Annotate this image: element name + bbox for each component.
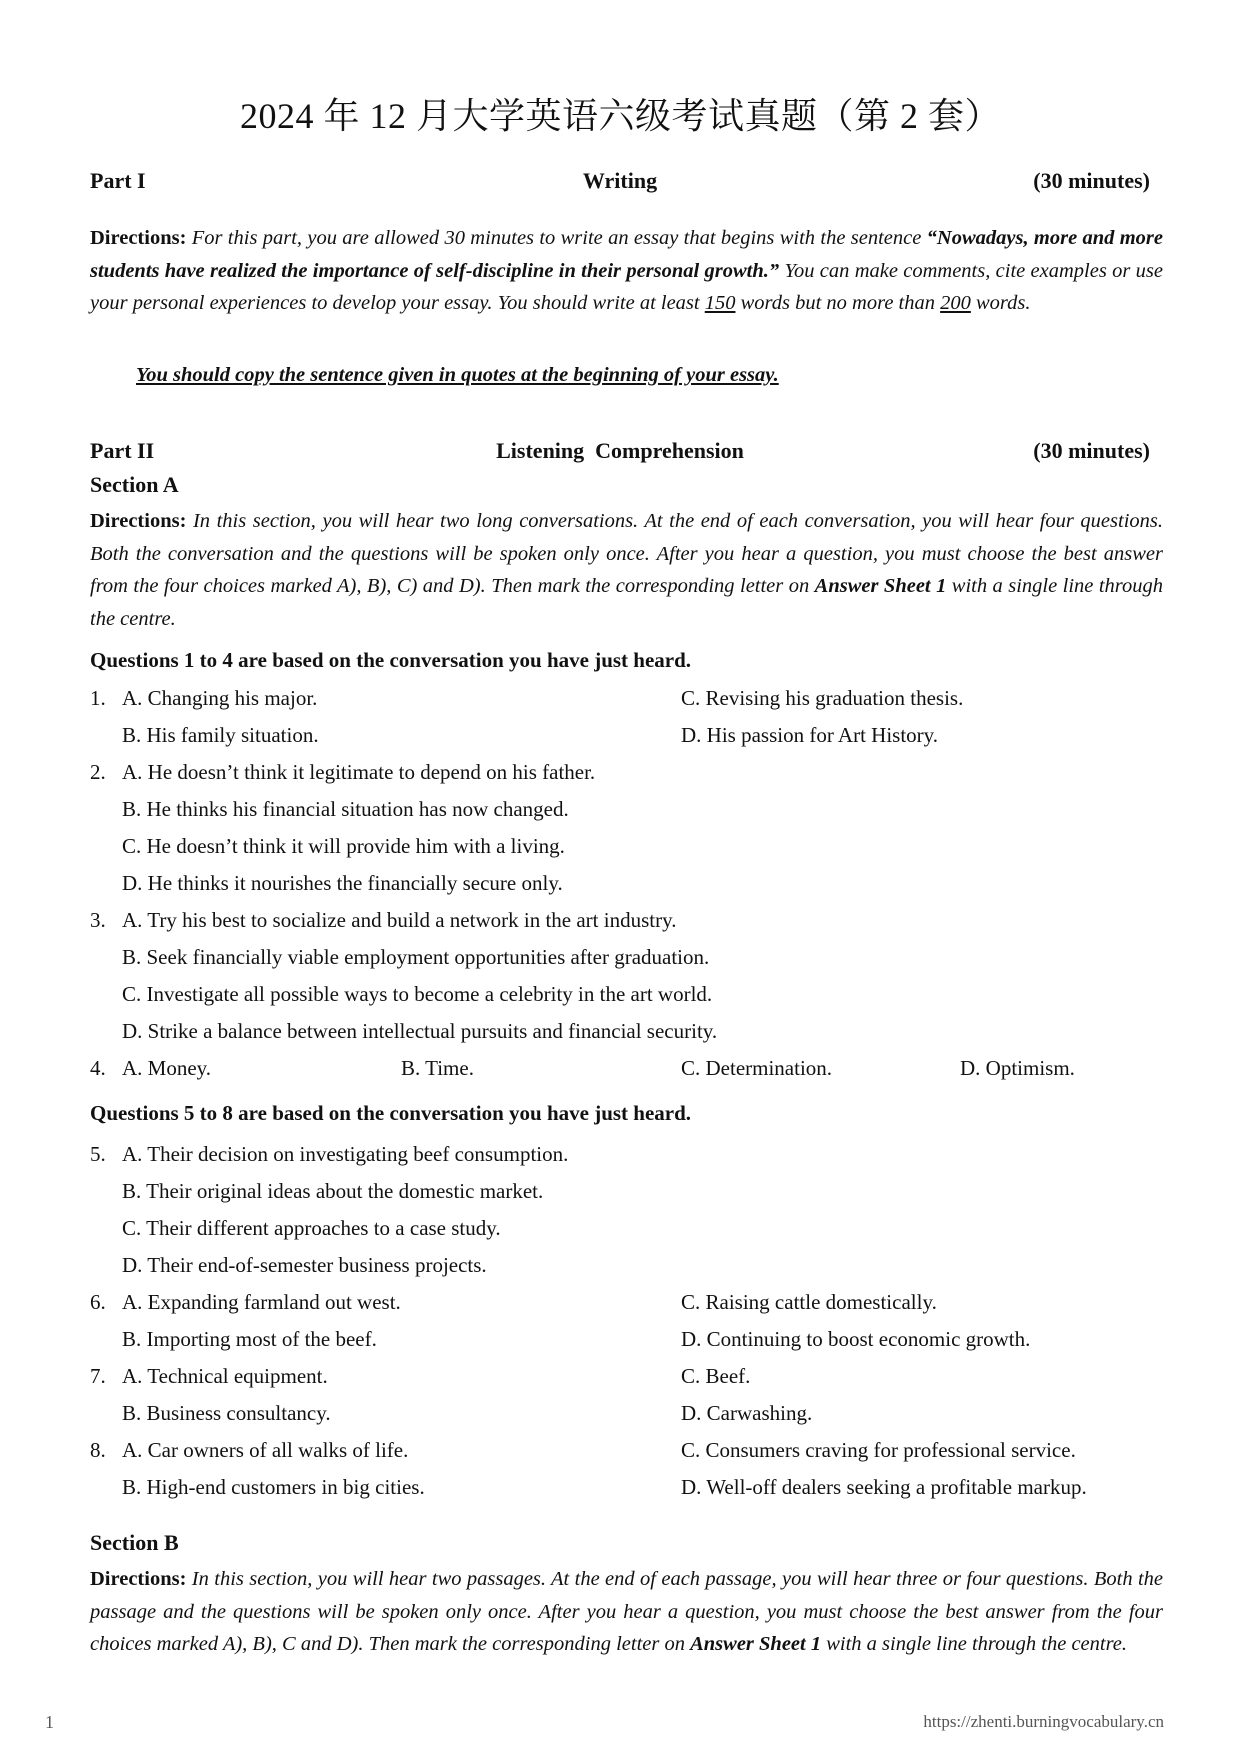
part1-time: (30 minutes) — [1033, 168, 1150, 193]
answer-sheet-ref: Answer Sheet 1 — [814, 575, 947, 598]
option-d: D. He thinks it nourishes the financially secure only. — [122, 871, 563, 895]
option-b: B. Time. — [401, 1056, 474, 1080]
option-c: C. Beef. — [681, 1364, 751, 1388]
directions-label: Directions: — [90, 1568, 187, 1590]
copy-sentence-note: You should copy the sentence given in quotes at the beginning of your essay. — [136, 364, 779, 386]
directions-text: with a single line through the centre. — [826, 1633, 1128, 1656]
question-number: 1. — [90, 686, 106, 710]
option-d: D. Strike a balance between intellectual pursuits and financial security. — [122, 1019, 718, 1043]
part1-header — [90, 168, 1150, 198]
part1-name: Writing — [582, 168, 658, 193]
section-b-directions — [90, 1563, 1163, 1661]
directions-text: You can make comments, cite examples or use your personal experiences to develop your essay. You should write at least — [90, 259, 1163, 315]
option-b: B. Seek financially viable employment opportunities after graduation. — [122, 945, 710, 969]
option-b: B. Importing most of the beef. — [122, 1327, 377, 1351]
option-a: A. Changing his major. — [122, 686, 318, 710]
option-c: C. Their different approaches to a case study. — [122, 1216, 501, 1240]
part1-label: Part I — [90, 168, 146, 193]
option-b: B. Business consultancy. — [122, 1401, 331, 1425]
option-b: B. High-end customers in big cities. — [122, 1475, 425, 1499]
section-b-label: Section B — [90, 1530, 179, 1555]
option-b: B. Their original ideas about the domestic market. — [122, 1179, 544, 1203]
directions-text: with a single line through the centre. — [90, 575, 1164, 630]
option-c: C. Raising cattle domestically. — [681, 1290, 937, 1314]
question-number: 5. — [90, 1142, 106, 1166]
footer-url: https://zhenti.burningvocabulary.cn — [923, 1712, 1164, 1731]
question-number: 7. — [90, 1364, 106, 1388]
answer-sheet-ref: Answer Sheet 1 — [690, 1633, 822, 1656]
option-d: D. Well-off dealers seeking a profitable markup. — [681, 1475, 1087, 1499]
page-number: 1 — [45, 1712, 54, 1732]
question-group-header: Questions 5 to 8 are based on the conversation you have just heard. — [90, 1101, 692, 1125]
question-number: 3. — [90, 908, 106, 932]
question-number: 2. — [90, 760, 106, 784]
option-a: A. Car owners of all walks of life. — [122, 1438, 409, 1462]
question-number: 4. — [90, 1056, 106, 1080]
option-b: B. His family situation. — [122, 723, 319, 747]
question-number: 8. — [90, 1438, 106, 1462]
option-a: A. Their decision on investigating beef consumption. — [122, 1142, 569, 1166]
part2-header — [90, 438, 1150, 468]
option-c: C. Revising his graduation thesis. — [681, 686, 964, 710]
option-a: A. Try his best to socialize and build a network in the art industry. — [122, 908, 677, 932]
essay-prompt-quote: “Nowadays, more and more students have realized the importance of self-discipline in their personal growth.” — [90, 227, 1163, 282]
directions-text: words. — [976, 292, 1031, 315]
option-a: A. Money. — [122, 1056, 212, 1080]
min-word-count: 150 — [704, 292, 736, 315]
option-c: C. Investigate all possible ways to become a celebrity in the art world. — [122, 982, 713, 1006]
page-title: 2024 年 12 月大学英语六级考试真题（第 2 套） — [239, 96, 1001, 136]
directions-text: In this section, you will hear two long conversations. At the end of each conversation, you will hear four questions. Both the conversation and the questions will be spoken only once. After you hear a question, you must choose the best answer from the four choices marked A), B), C) and D). Then mark the corresponding letter on — [90, 510, 1163, 598]
option-d: D. His passion for Art History. — [681, 723, 939, 747]
question-number: 6. — [90, 1290, 106, 1314]
option-d: D. Carwashing. — [681, 1401, 813, 1425]
directions-label: Directions: — [90, 227, 187, 249]
option-c: C. Determination. — [681, 1056, 833, 1080]
option-d: D. Optimism. — [960, 1056, 1075, 1080]
option-c: C. Consumers craving for professional service. — [681, 1438, 1076, 1462]
option-a: A. He doesn’t think it legitimate to depend on his father. — [122, 760, 596, 784]
directions-text: For this part, you are allowed 30 minutes to write an essay that begins with the sentence — [191, 227, 922, 249]
max-word-count: 200 — [940, 292, 971, 315]
part2-time: (30 minutes) — [1033, 438, 1150, 463]
option-d: D. Continuing to boost economic growth. — [681, 1327, 1031, 1351]
part2-name: Listening Comprehension — [496, 438, 744, 463]
section-a-label: Section A — [90, 472, 179, 497]
directions-text: In this section, you will hear two passages. At the end of each passage, you will hear three or four questions. Both the passage and the questions will be spoken only once. After you hear a question, you must choose the best answer from the four choices marked A), B), C and D). Then mark the corresponding letter on — [90, 1568, 1164, 1656]
part2-label: Part II — [90, 438, 155, 463]
option-c: C. He doesn’t think it will provide him with a living. — [122, 834, 565, 858]
section-a-directions — [90, 505, 1163, 635]
option-a: A. Expanding farmland out west. — [122, 1290, 401, 1314]
question-group-header: Questions 1 to 4 are based on the conversation you have just heard. — [90, 648, 692, 672]
directions-text: words but no more than — [740, 292, 935, 315]
directions-label: Directions: — [90, 510, 187, 532]
part1-directions — [90, 222, 1163, 320]
option-a: A. Technical equipment. — [122, 1364, 328, 1388]
option-b: B. He thinks his financial situation has now changed. — [122, 797, 569, 821]
option-d: D. Their end-of-semester business projects. — [122, 1253, 487, 1277]
